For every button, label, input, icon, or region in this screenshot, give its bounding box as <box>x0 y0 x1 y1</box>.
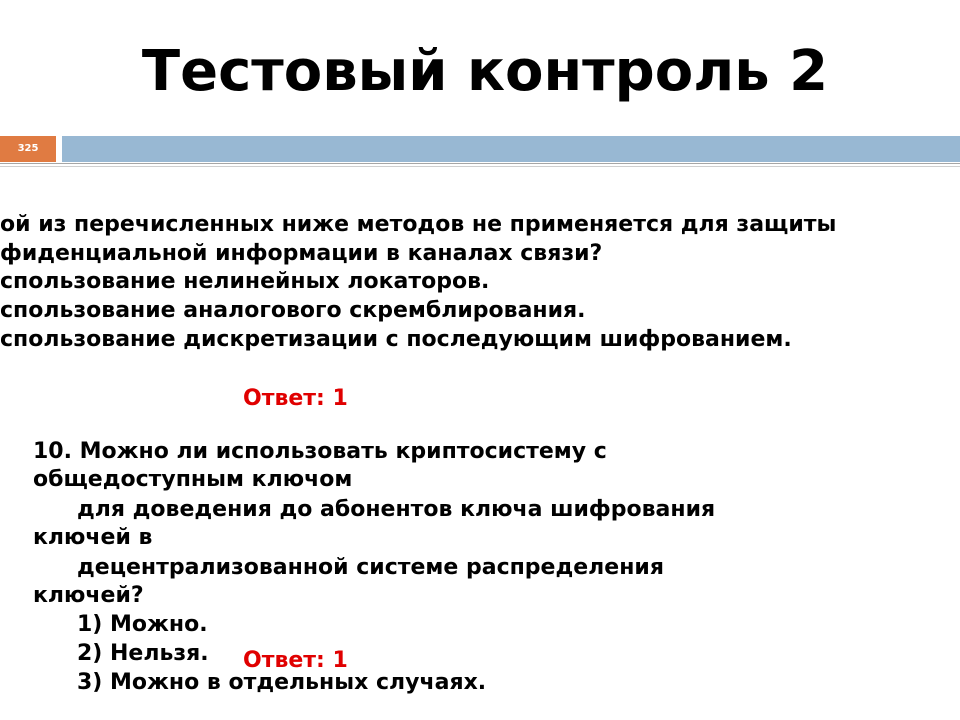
slide-number-badge: 325 <box>0 136 56 162</box>
question10-line-6: ключей? <box>33 583 144 608</box>
question9-line-2: фиденциальной информации в каналах связи? <box>0 241 603 266</box>
question10-option-3: 3) Можно в отдельных случаях. <box>77 670 487 695</box>
question9-option-3: спользование дискретизации с последующим шифрованием. <box>0 327 792 352</box>
question10-line-1: 10. Можно ли использовать криптосистему с <box>33 439 607 464</box>
divider-line <box>0 163 960 164</box>
question9-option-1: спользование нелинейных локаторов. <box>0 269 490 294</box>
slide-title: Тестовый контроль 2 <box>141 39 829 104</box>
divider-line-secondary <box>0 166 960 167</box>
question10-line-3: для доведения до абонентов ключа шифрования <box>77 497 716 522</box>
question10-option-1: 1) Можно. <box>77 612 208 637</box>
question10-line-4: ключей в <box>33 525 153 550</box>
question9-line-1: ой из перечисленных ниже методов не применяется для защиты <box>0 212 837 237</box>
question10-line-2: общедоступным ключом <box>33 467 353 492</box>
question9-option-2: спользование аналогового скремблирования. <box>0 298 586 323</box>
question9-answer: Ответ: 1 <box>243 386 348 411</box>
question10-line-5: децентрализованной системе распределения <box>77 555 664 580</box>
question10-option-2: 2) Нельзя. <box>77 641 209 666</box>
question10-answer: Ответ: 1 <box>243 648 348 673</box>
header-accent-bar <box>62 136 960 162</box>
